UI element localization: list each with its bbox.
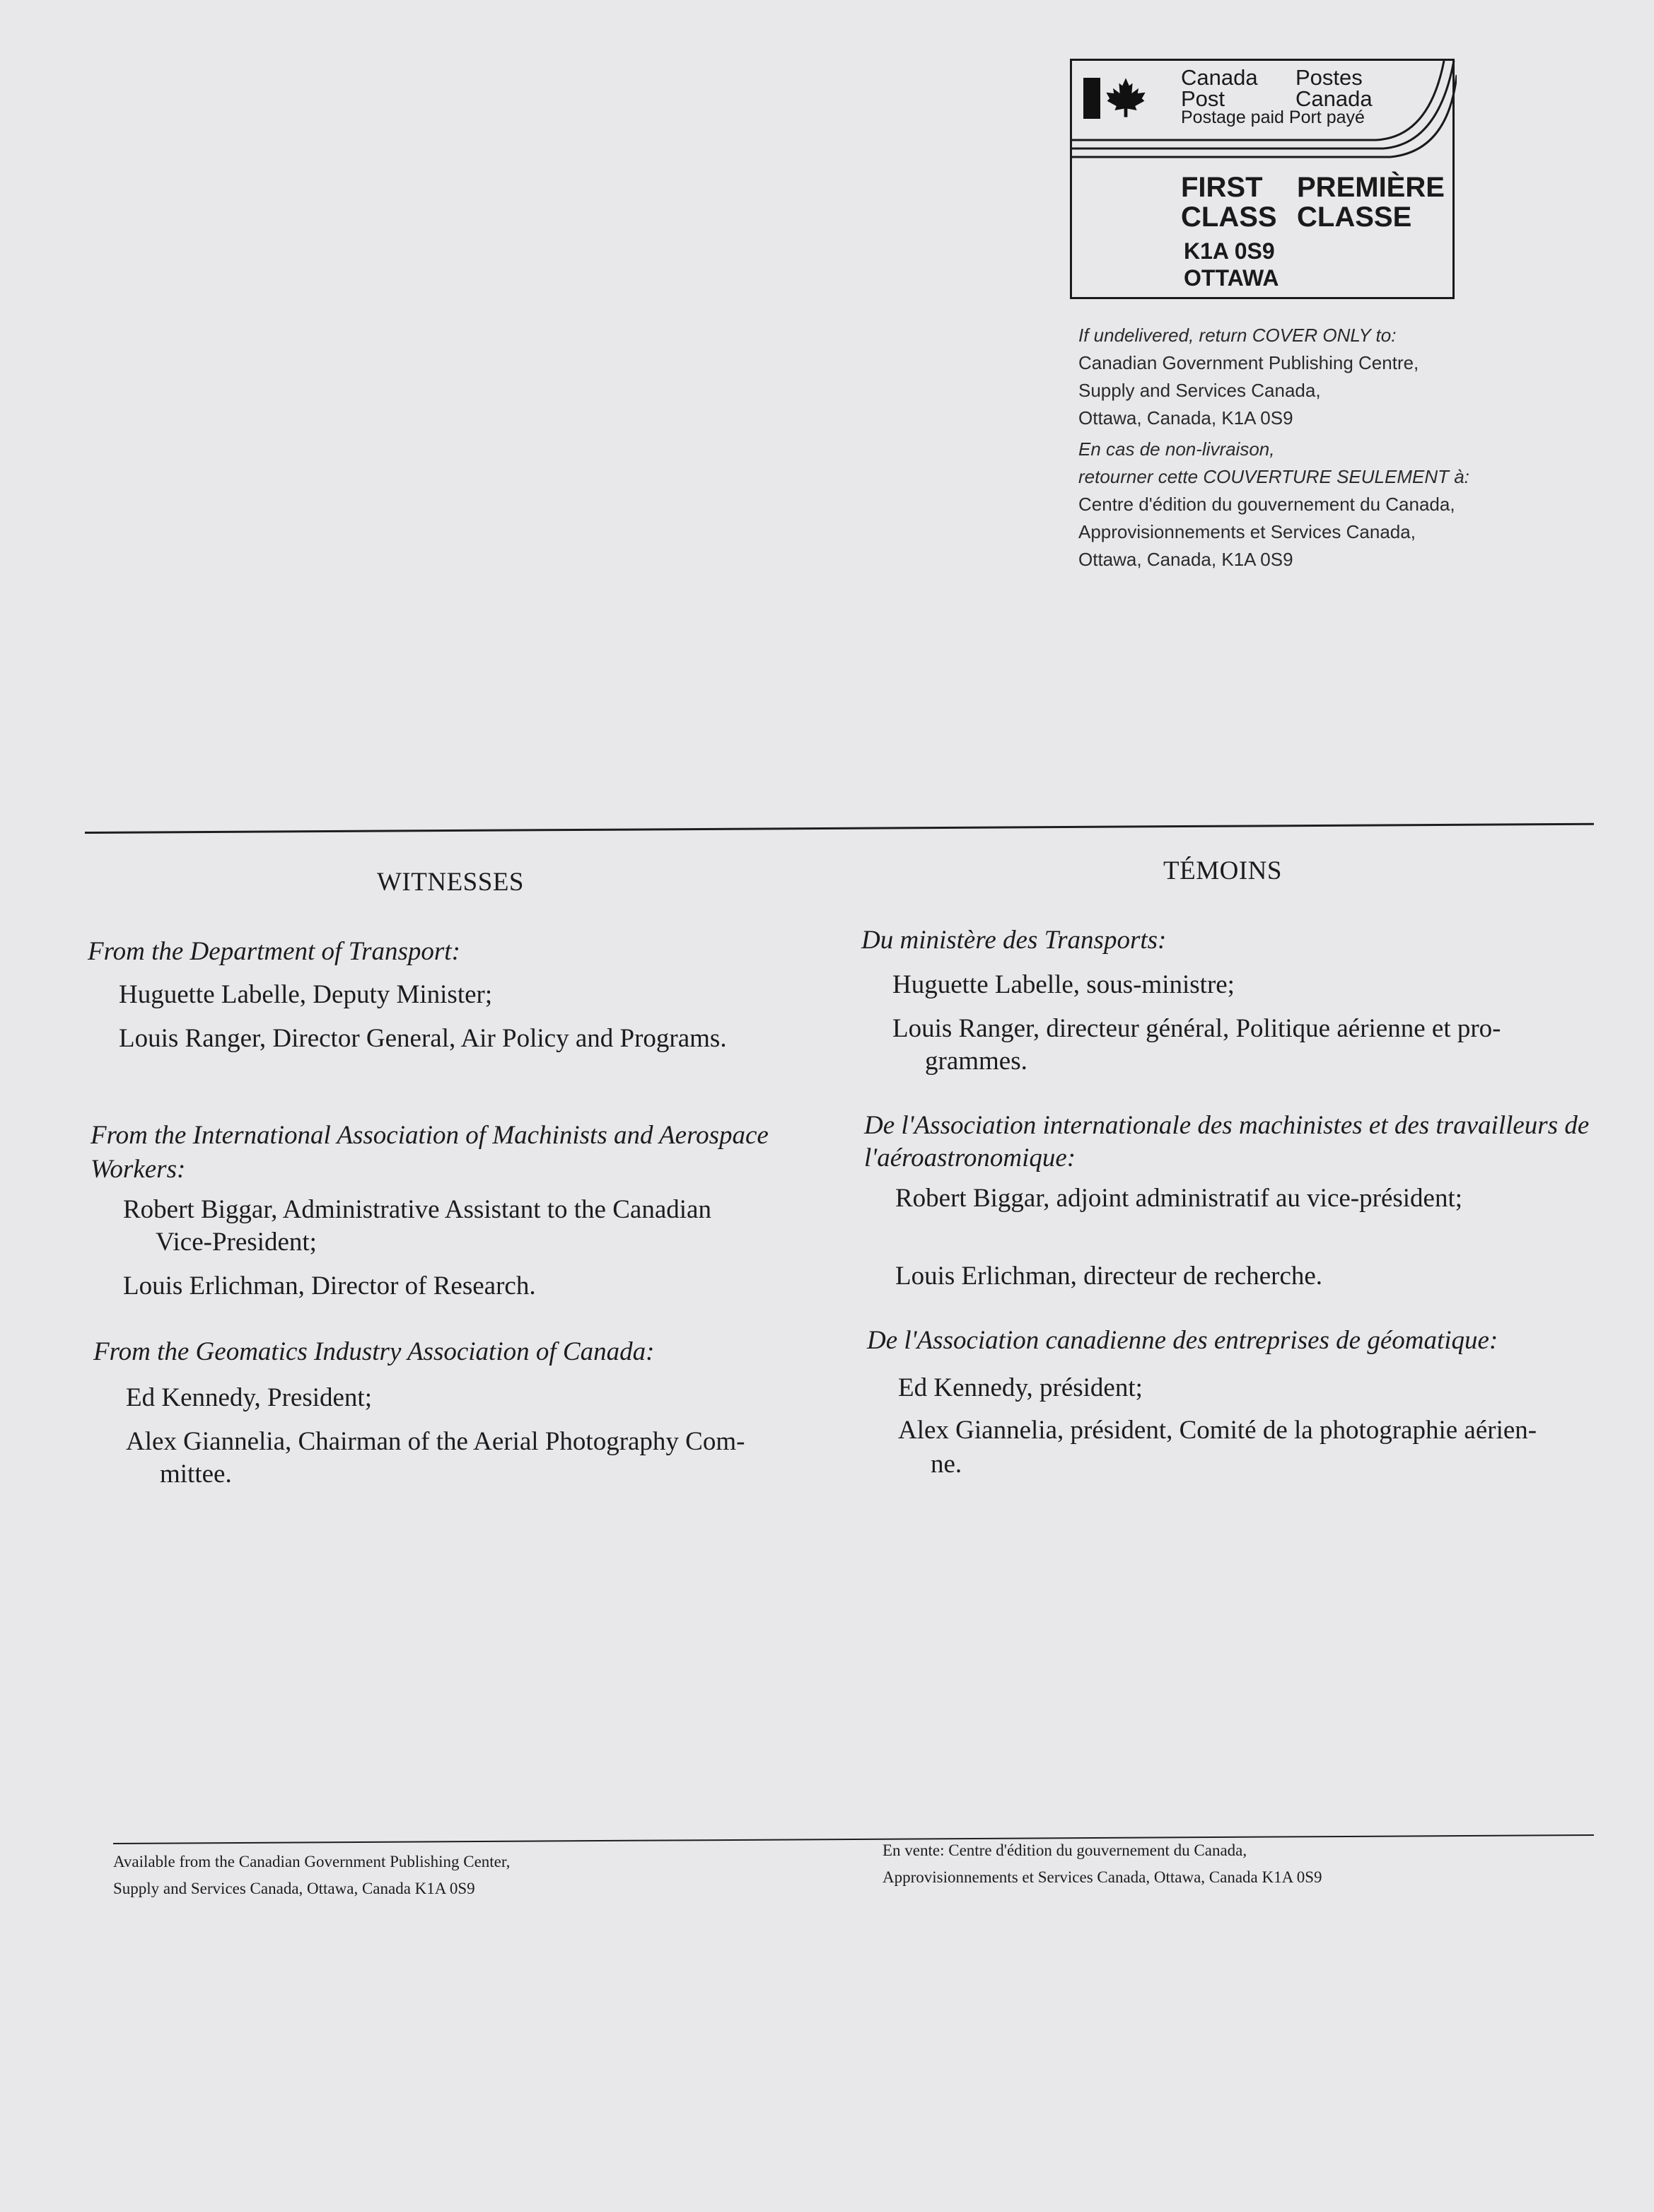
witness-org: De l'Association internationale des machinistes et des travailleurs de (864, 1111, 1590, 1140)
witness-org: l'aéroastronomique: (864, 1143, 1076, 1172)
temoins-heading: TÉMOINS (1163, 856, 1282, 885)
postes-fr: Postes (1295, 65, 1363, 90)
return-en-intro: If undelivered, return COVER ONLY to: (1078, 325, 1397, 346)
classe-label: CLASSE (1297, 202, 1412, 233)
post-en: Post (1181, 86, 1225, 111)
witness-person: Huguette Labelle, Deputy Minister; (119, 980, 493, 1009)
witness-person: Louis Erlichman, Director of Research. (123, 1271, 536, 1300)
witness-org: From the Geomatics Industry Association of Canada: (93, 1337, 655, 1366)
witness-org: Workers: (91, 1155, 186, 1184)
witness-person: Robert Biggar, adjoint administratif au vice-président; (895, 1184, 1463, 1213)
bottom-divider (113, 1834, 1594, 1844)
maple-leaf-icon (1105, 76, 1147, 119)
witness-person: Louis Erlichman, directeur de recherche. (895, 1262, 1323, 1291)
return-fr-line: Approvisionnements et Services Canada, (1078, 521, 1416, 542)
return-fr-intro: En cas de non-livraison, (1078, 438, 1275, 460)
witness-person: Alex Giannelia, Chairman of the Aerial Photography Com- (126, 1427, 745, 1456)
witness-person: Ed Kennedy, President; (126, 1383, 372, 1412)
footer-fr-line: Approvisionnements et Services Canada, Ottawa, Canada K1A 0S9 (883, 1868, 1322, 1886)
witness-person: Alex Giannelia, président, Comité de la photographie aérien- (898, 1416, 1537, 1445)
witness-org: From the International Association of Machinists and Aerospace (91, 1121, 769, 1150)
witness-person: Louis Ranger, Director General, Air Policy and Programs. (119, 1024, 727, 1053)
witness-person: grammes. (925, 1047, 1027, 1076)
postage-paid: Postage paid Port payé (1181, 107, 1365, 127)
premiere-label: PREMIÈRE (1297, 172, 1445, 203)
first-label: FIRST (1181, 172, 1263, 203)
canada-fr: Canada (1295, 86, 1373, 111)
flag-bar-icon (1083, 78, 1100, 119)
witness-person: Robert Biggar, Administrative Assistant to the Canadian (123, 1195, 711, 1224)
top-divider (85, 823, 1594, 834)
witness-person: ne. (931, 1450, 962, 1479)
footer-en-line: Supply and Services Canada, Ottawa, Canada K1A 0S9 (113, 1880, 475, 1897)
witness-person: Louis Ranger, directeur général, Politique aérienne et pro- (892, 1014, 1501, 1043)
witness-person: Ed Kennedy, président; (898, 1373, 1143, 1402)
witness-org: From the Department of Transport: (88, 937, 460, 966)
witnesses-heading: WITNESSES (377, 868, 524, 897)
city: OTTAWA (1184, 265, 1279, 291)
return-fr-line: Ottawa, Canada, K1A 0S9 (1078, 549, 1293, 570)
return-fr-line: Centre d'édition du gouvernement du Canada, (1078, 494, 1455, 515)
return-en-line: Canadian Government Publishing Centre, (1078, 352, 1419, 373)
witness-person: Vice-President; (156, 1228, 317, 1257)
postage-indicia (1070, 59, 1455, 299)
return-address-block (1078, 322, 1588, 574)
witness-org: Du ministère des Transports: (861, 926, 1167, 955)
witness-person: Huguette Labelle, sous-ministre; (892, 970, 1235, 999)
postal-code: K1A 0S9 (1184, 238, 1275, 264)
return-fr-intro: retourner cette COUVERTURE SEULEMENT à: (1078, 466, 1469, 487)
return-en-line: Ottawa, Canada, K1A 0S9 (1078, 407, 1293, 429)
witness-org: De l'Association canadienne des entreprises de géomatique: (867, 1326, 1498, 1355)
footer-fr-line: En vente: Centre d'édition du gouvernement du Canada, (883, 1841, 1247, 1859)
return-en-line: Supply and Services Canada, (1078, 380, 1321, 401)
canada-en: Canada (1181, 65, 1258, 90)
footer-en-line: Available from the Canadian Government Publishing Center, (113, 1853, 511, 1870)
witness-person: mittee. (160, 1460, 232, 1489)
class-label: CLASS (1181, 202, 1277, 233)
